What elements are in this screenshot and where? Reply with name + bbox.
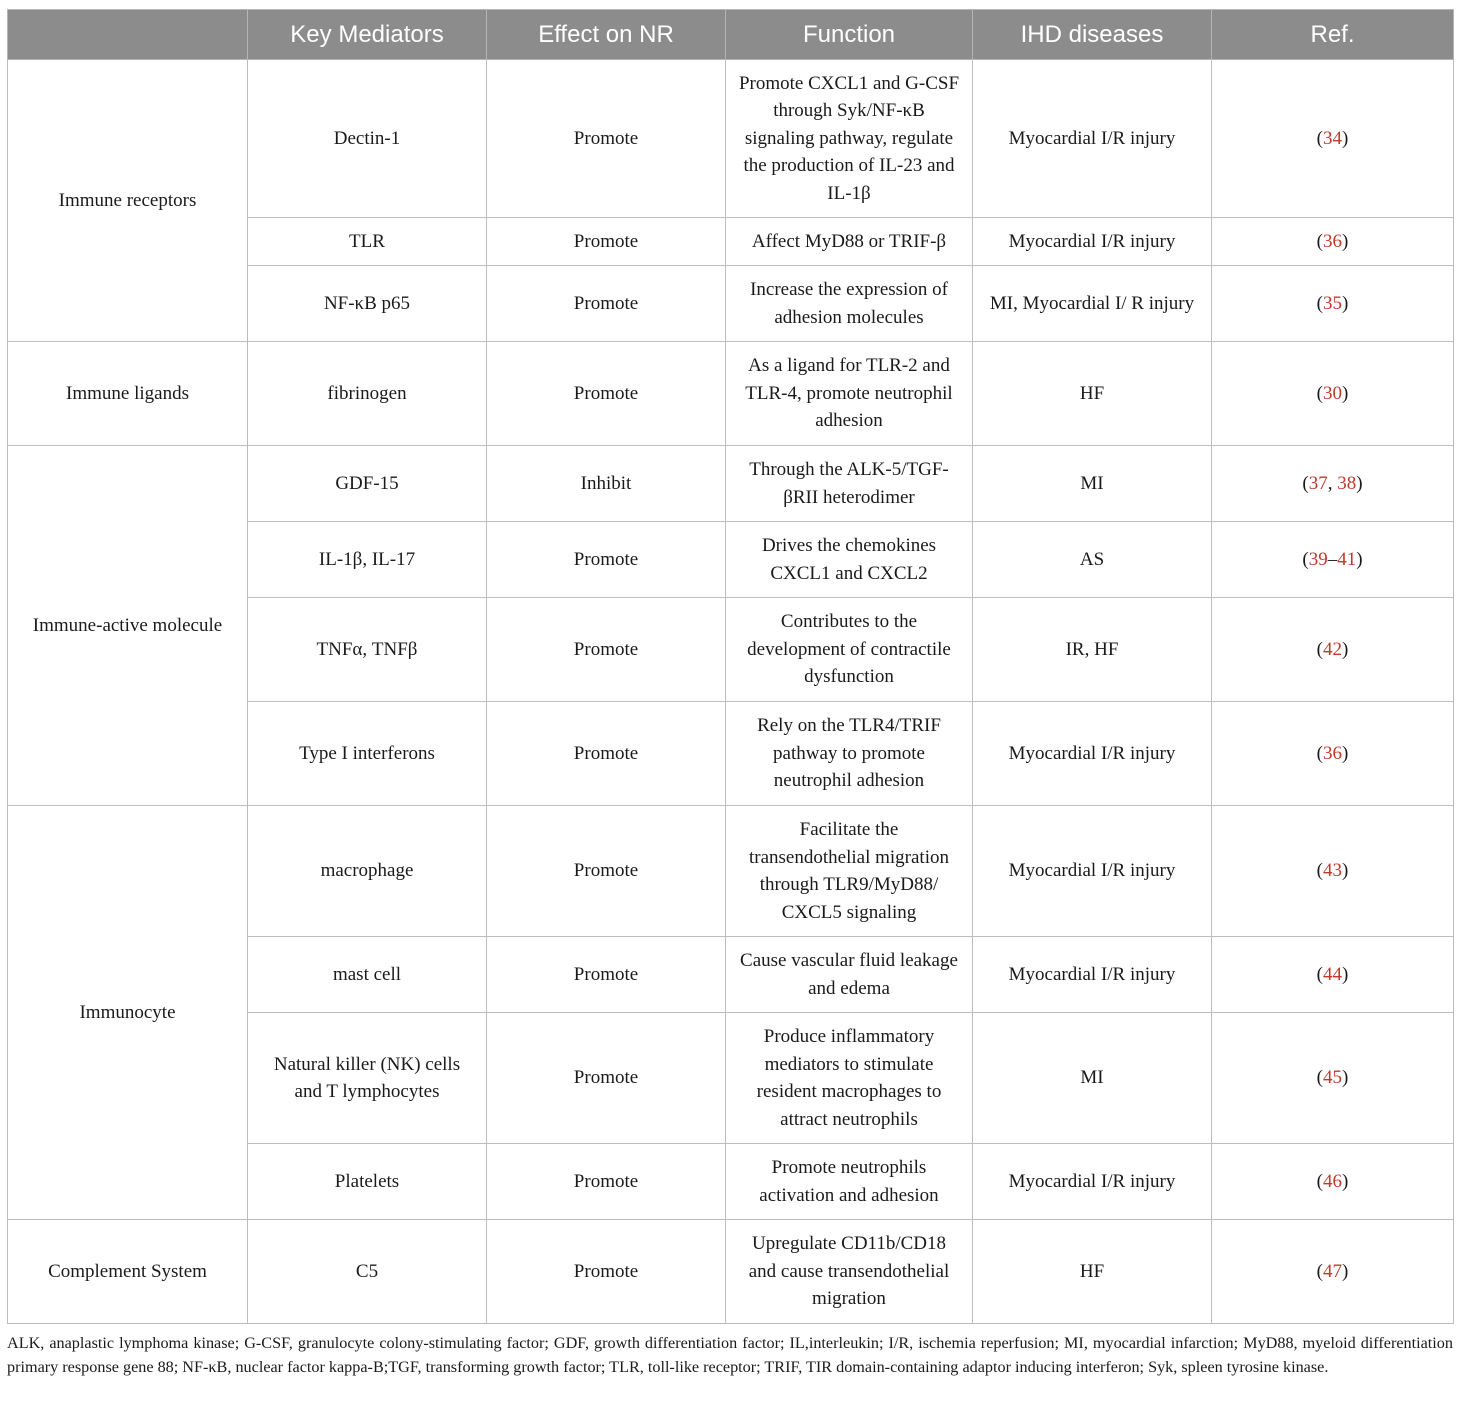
mediator-cell: TNFα, TNFβ — [248, 598, 487, 702]
function-cell: Contributes to the development of contractile dysfunction — [726, 598, 973, 702]
disease-cell: HF — [973, 1220, 1212, 1324]
ref-link[interactable]: 36 — [1323, 230, 1342, 252]
ref-cell: (45) — [1212, 1013, 1454, 1144]
mediator-cell: C5 — [248, 1220, 487, 1324]
ref-link[interactable]: 44 — [1323, 963, 1342, 985]
disease-cell: MI — [973, 446, 1212, 522]
table-footnote: ALK, anaplastic lymphoma kinase; G-CSF, granulocyte colony-stimulating factor; GDF, growth differentiation factor; IL,interleukin; I/R, ischemia reperfusion; MI, myocardial infarction; MyD88, myeloid differentiation primary response gene 88; NF-κB, nuclear factor kappa-B;TGF, transforming growth factor; TLR, toll-like receptor; TRIF, TIR domain-containing adaptor inducing interferon; Syk, spleen tyrosine kinase. — [7, 1334, 1453, 1376]
effect-cell: Promote — [487, 60, 726, 218]
ref-link[interactable]: 35 — [1323, 292, 1342, 314]
mediator-cell: Natural killer (NK) cells and T lymphocytes — [248, 1013, 487, 1144]
effect-cell: Promote — [487, 806, 726, 937]
function-cell: Upregulate CD11b/CD18 and cause transendothelial migration — [726, 1220, 973, 1324]
disease-cell: Myocardial I/R injury — [973, 702, 1212, 806]
disease-cell: AS — [973, 522, 1212, 598]
effect-cell: Inhibit — [487, 446, 726, 522]
ref-link[interactable]: 47 — [1323, 1260, 1342, 1282]
effect-cell: Promote — [487, 937, 726, 1013]
ref-cell: (36) — [1212, 702, 1454, 806]
ref-link[interactable]: 37 — [1308, 472, 1328, 494]
group-immune-active-molecule: Immune-active molecule — [8, 446, 248, 806]
disease-cell: Myocardial I/R injury — [973, 806, 1212, 937]
disease-cell: Myocardial I/R injury — [973, 937, 1212, 1013]
ref-cell: (44) — [1212, 937, 1454, 1013]
table-row — [8, 342, 1454, 446]
table-row — [8, 60, 1454, 218]
group-immune-ligands: Immune ligands — [8, 342, 248, 446]
function-cell: Rely on the TLR4/TRIF pathway to promote neutrophil adhesion — [726, 702, 973, 806]
header-key-mediators: Key Mediators — [248, 10, 487, 60]
ref-cell: (30) — [1212, 342, 1454, 446]
mediator-cell: fibrinogen — [248, 342, 487, 446]
header-ihd-diseases: IHD diseases — [973, 10, 1212, 60]
header-function: Function — [726, 10, 973, 60]
table-row — [8, 806, 1454, 937]
function-cell: As a ligand for TLR-2 and TLR-4, promote neutrophil adhesion — [726, 342, 973, 446]
effect-cell: Promote — [487, 702, 726, 806]
mediators-table — [7, 9, 1454, 1324]
ref-cell: (37, 38) — [1212, 446, 1454, 522]
ref-cell: (43) — [1212, 806, 1454, 937]
function-cell: Promote CXCL1 and G-CSF through Syk/NF-κB signaling pathway, regulate the production of IL-23 and IL-1β — [726, 60, 973, 218]
disease-cell: HF — [973, 342, 1212, 446]
function-cell: Drives the chemokines CXCL1 and CXCL2 — [726, 522, 973, 598]
function-cell: Increase the expression of adhesion molecules — [726, 266, 973, 342]
group-immune-receptors: Immune receptors — [8, 60, 248, 342]
disease-cell: Myocardial I/R injury — [973, 1144, 1212, 1220]
ref-link[interactable]: 39 — [1308, 548, 1328, 570]
ref-cell: (35) — [1212, 266, 1454, 342]
function-cell: Through the ALK-5/TGF-βRII heterodimer — [726, 446, 973, 522]
mediator-cell: Platelets — [248, 1144, 487, 1220]
ref-link[interactable]: 43 — [1323, 860, 1342, 882]
disease-cell: IR, HF — [973, 598, 1212, 702]
ref-cell: (46) — [1212, 1144, 1454, 1220]
mediator-cell: GDF-15 — [248, 446, 487, 522]
function-cell: Cause vascular fluid leakage and edema — [726, 937, 973, 1013]
effect-cell: Promote — [487, 266, 726, 342]
mediator-cell: Dectin-1 — [248, 60, 487, 218]
disease-cell: MI, Myocardial I/ R injury — [973, 266, 1212, 342]
effect-cell: Promote — [487, 218, 726, 266]
effect-cell: Promote — [487, 598, 726, 702]
mediator-cell: mast cell — [248, 937, 487, 1013]
ref-cell: (34) — [1212, 60, 1454, 218]
effect-cell: Promote — [487, 342, 726, 446]
mediator-cell: TLR — [248, 218, 487, 266]
ref-link[interactable]: 34 — [1323, 127, 1342, 149]
mediator-cell: Type I interferons — [248, 702, 487, 806]
header-effect-on-nr: Effect on NR — [487, 10, 726, 60]
effect-cell: Promote — [487, 1220, 726, 1324]
header-row — [8, 10, 1454, 60]
function-cell: Produce inflammatory mediators to stimulate resident macrophages to attract neutrophils — [726, 1013, 973, 1144]
ref-link[interactable]: 36 — [1323, 742, 1342, 764]
ref-cell: (39–41) — [1212, 522, 1454, 598]
function-cell: Facilitate the transendothelial migration through TLR9/MyD88/ CXCL5 signaling — [726, 806, 973, 937]
mediator-cell: NF-κB p65 — [248, 266, 487, 342]
table-row — [8, 446, 1454, 522]
mediator-cell: IL-1β, IL-17 — [248, 522, 487, 598]
function-cell: Affect MyD88 or TRIF-β — [726, 218, 973, 266]
table-row — [8, 1220, 1454, 1324]
disease-cell: Myocardial I/R injury — [973, 60, 1212, 218]
ref-link[interactable]: 41 — [1337, 548, 1357, 570]
function-cell: Promote neutrophils activation and adhesion — [726, 1144, 973, 1220]
ref-link[interactable]: 46 — [1323, 1170, 1342, 1192]
effect-cell: Promote — [487, 1144, 726, 1220]
effect-cell: Promote — [487, 1013, 726, 1144]
ref-link[interactable]: 30 — [1323, 382, 1342, 404]
effect-cell: Promote — [487, 522, 726, 598]
mediator-cell: macrophage — [248, 806, 487, 937]
ref-cell: (36) — [1212, 218, 1454, 266]
disease-cell: Myocardial I/R injury — [973, 218, 1212, 266]
disease-cell: MI — [973, 1013, 1212, 1144]
group-immunocyte: Immunocyte — [8, 806, 248, 1220]
ref-cell: (42) — [1212, 598, 1454, 702]
header-ref: Ref. — [1212, 10, 1454, 60]
group-complement-system: Complement System — [8, 1220, 248, 1324]
ref-cell: (47) — [1212, 1220, 1454, 1324]
ref-link[interactable]: 45 — [1323, 1067, 1342, 1089]
ref-link[interactable]: 42 — [1323, 638, 1342, 660]
ref-link[interactable]: 38 — [1337, 472, 1357, 494]
header-category — [8, 10, 248, 60]
